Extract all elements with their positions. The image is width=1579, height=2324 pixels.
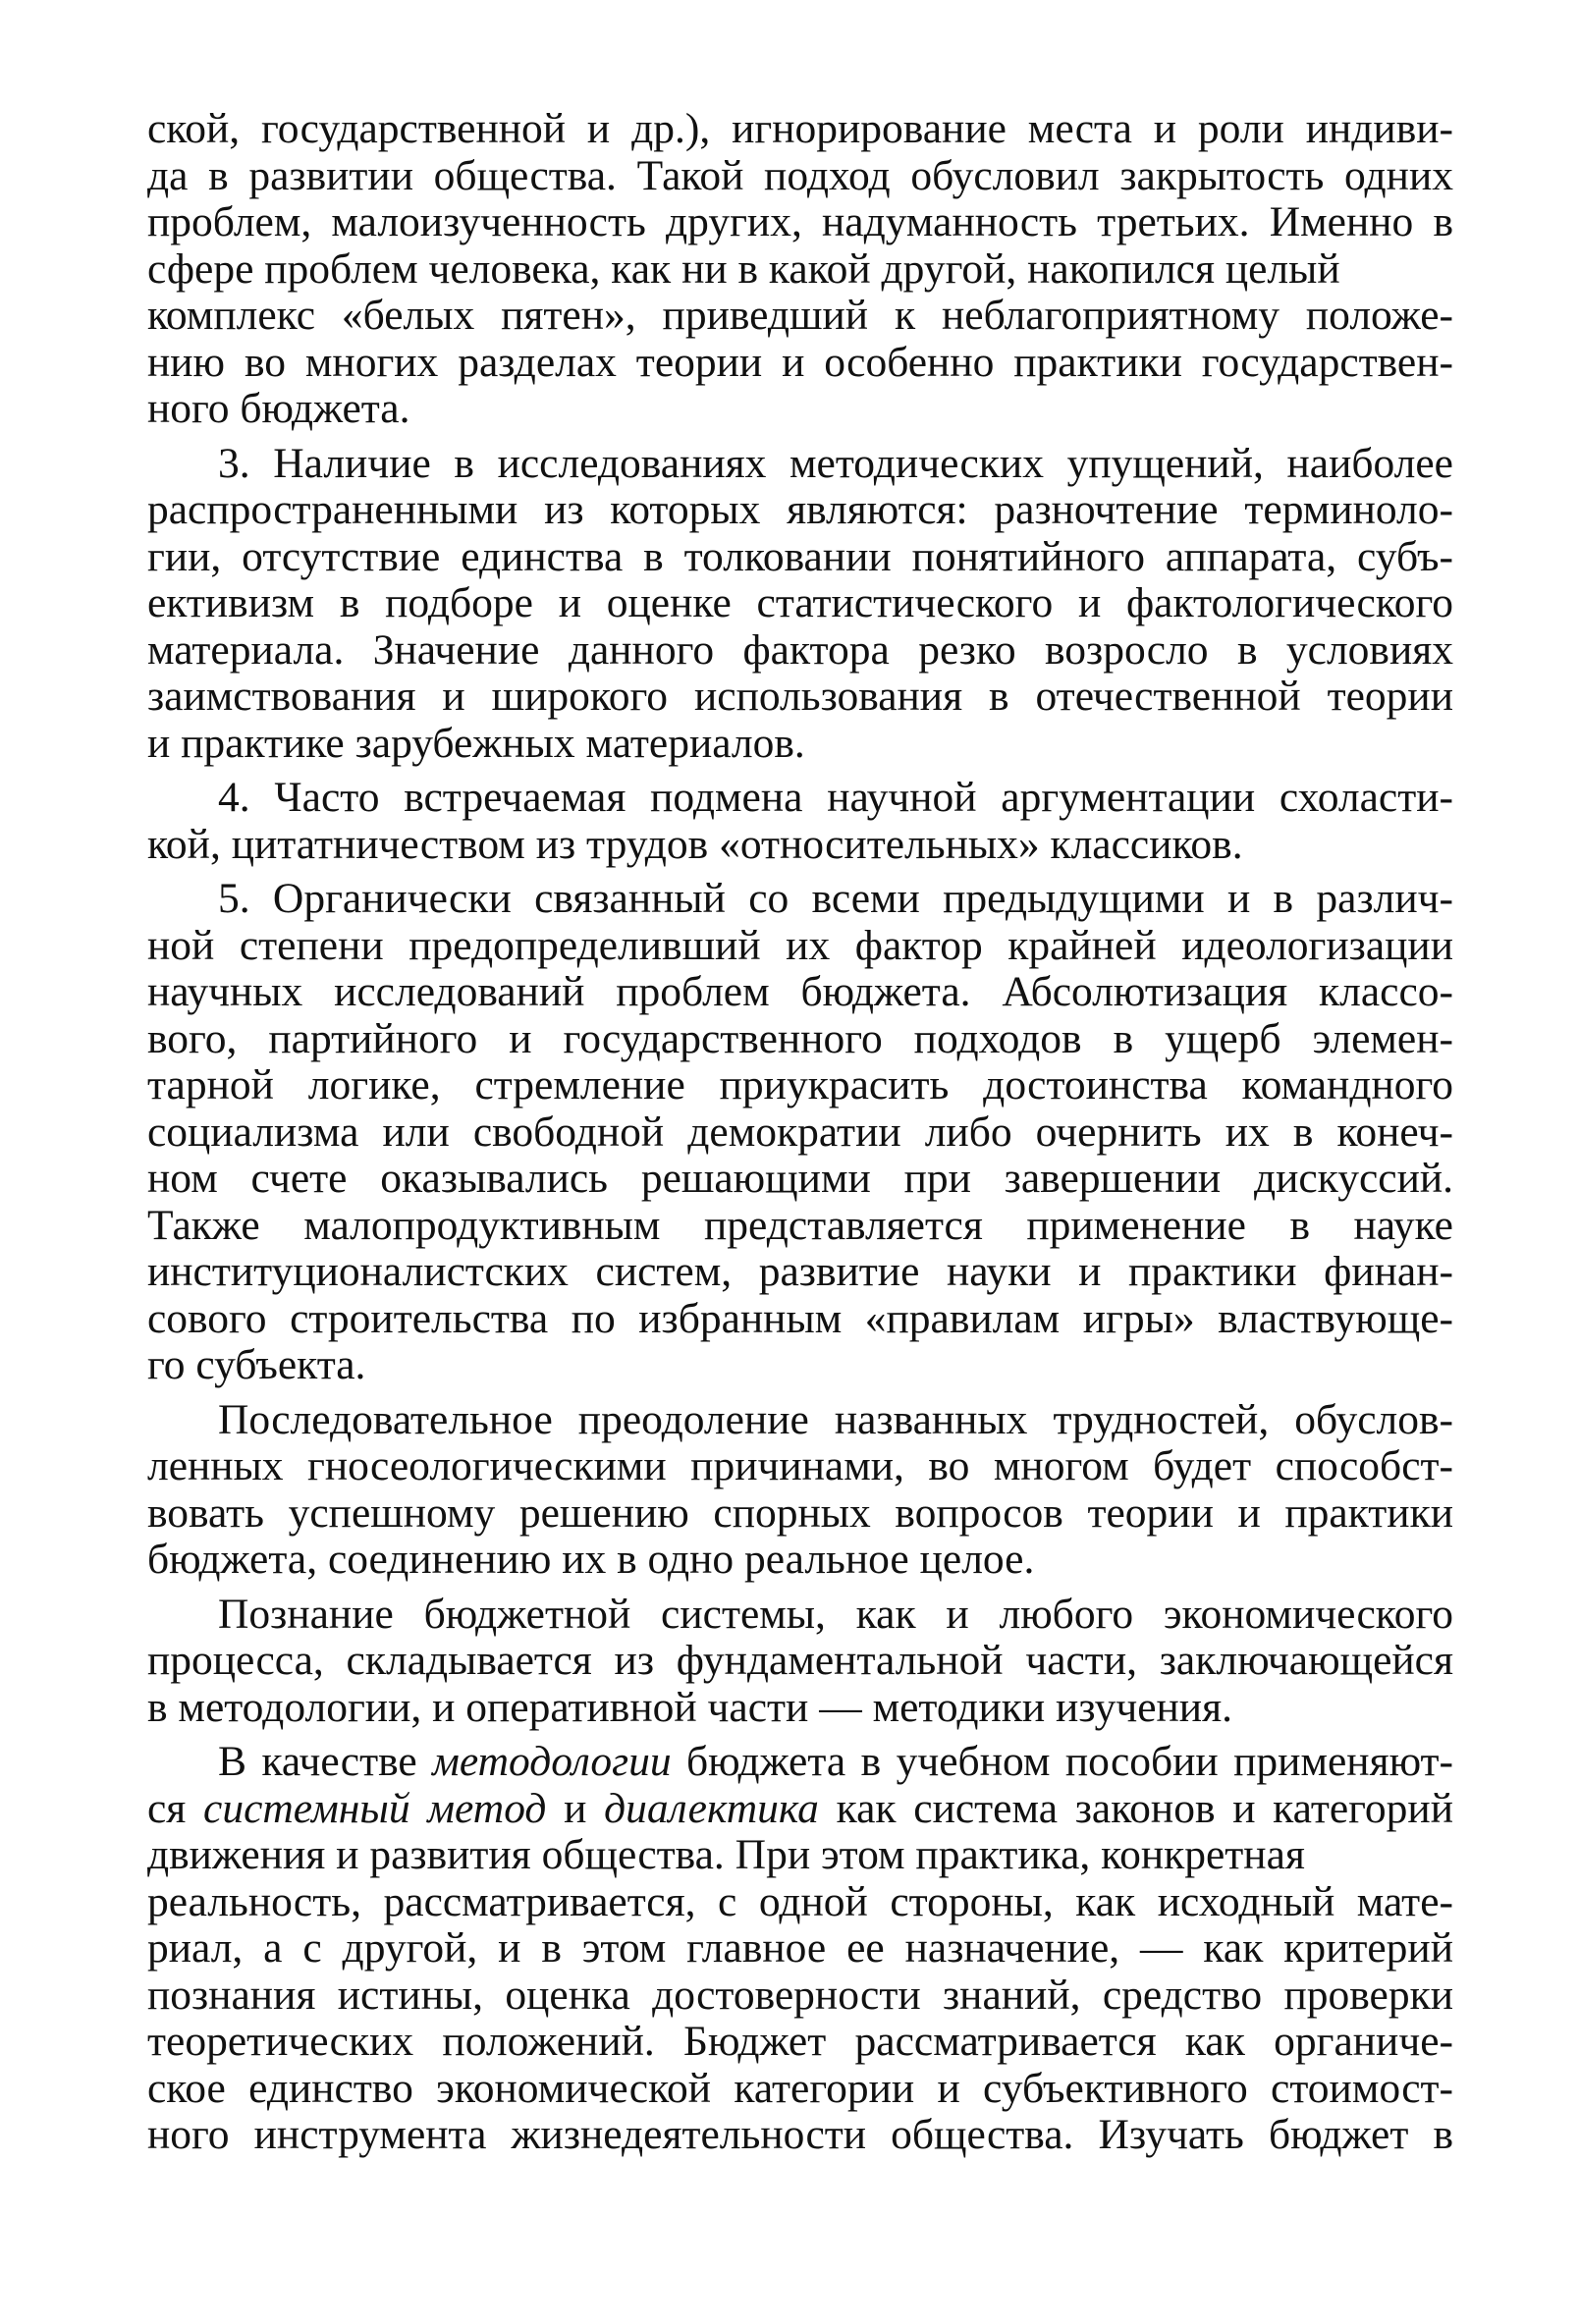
text-line: ной степени предопределивший их фактор крайней идеологизации [147, 921, 1453, 969]
text-line: 4. Часто встречаемая подмена научной аргументации схоласти- [218, 774, 1453, 821]
text-line: проблем, малоизученность других, надуманность третьих. Именно в [147, 198, 1453, 245]
italic-term-methodology: методологии [432, 1738, 672, 1785]
text-line: комплекс «белых пятен», приведший к неблагоприятному положе- [147, 292, 1453, 339]
text-line: вого, партийного и государственного подходов в ущерб элемен- [147, 1014, 1453, 1062]
text-segment: ся [147, 1784, 204, 1832]
text-line: бюджета, соединению их в одно реальное целое. [147, 1536, 1035, 1583]
text-line: нию во многих разделах теории и особенно практики государствен- [147, 338, 1453, 386]
text-line: познания истины, оценка достоверности знаний, средство проверки [147, 1971, 1453, 2019]
text-line: институционалистских систем, развитие науки и практики финан- [147, 1248, 1453, 1295]
text-line: ективизм в подборе и оценке статистического и фактологического [147, 579, 1453, 626]
text-line: социализма или свободной демократии либо очернить их в конеч- [147, 1108, 1453, 1156]
text-line: Также малопродуктивным представляется применение в науке [147, 1201, 1453, 1249]
text-line: процесса, складывается из фундаментальной части, заключающейся [147, 1637, 1453, 1684]
text-line: реальность, рассматривается, с одной стороны, как исходный мате- [147, 1877, 1453, 1925]
text-line: научных исследований проблем бюджета. Абсолютизация классо- [147, 968, 1453, 1015]
text-line: ном счете оказывались решающими при завершении дискуссий. [147, 1155, 1453, 1202]
text-segment: и [546, 1784, 605, 1832]
body-text-tail [147, 1832, 1453, 2159]
text-line: ское единство экономической категории и субъективного стоимост- [147, 2064, 1453, 2112]
text-line: в методологии, и оперативной части — методики изучения. [147, 1683, 1232, 1731]
body-text [147, 106, 1453, 1731]
text-line: ленных гносеологическими причинами, во многом будет способст- [147, 1442, 1453, 1489]
text-line: 3. Наличие в исследованиях методических упущений, наиболее [218, 439, 1453, 487]
text-line: материала. Значение данного фактора резко возросло в условиях [147, 625, 1453, 674]
text-line: го субъекта. [147, 1341, 366, 1388]
document-page [147, 106, 1453, 2159]
text-line: 5. Органически связанный со всеми предыдущими и в различ- [218, 875, 1453, 922]
text-line: распространенными из которых являются: разночтение терминоло- [147, 486, 1453, 533]
text-line: тарной логике, стремление приукрасить достоинства командного [147, 1061, 1453, 1108]
text-line: сфере проблем человека, как ни в какой другой, накопился целый [147, 244, 1340, 293]
text-line: Последовательное преодоление названных трудностей, обуслов- [218, 1395, 1453, 1443]
text-line: ного инструмента жизнедеятельности общества. Изучать бюджет в [147, 2111, 1453, 2158]
text-line: риал, а с другой, и в этом главное ее назначение, — как критерий [147, 1924, 1453, 1972]
italic-term-dialectics: диалектика [604, 1784, 819, 1832]
text-line: заимствования и широкого использования в отечественной теории [147, 673, 1453, 720]
text-line: и практике зарубежных материалов. [147, 719, 805, 767]
text-line: сового строительства по избранным «правилам игры» властвующе- [147, 1294, 1453, 1342]
text-line: движения и развития общества. При этом практика, конкретная [147, 1831, 1305, 1878]
text-line: кой, цитатничеством из трудов «относительных» классиков. [147, 820, 1243, 868]
text-segment: как система законов и категорий [818, 1784, 1453, 1832]
system-method-line [147, 1786, 1453, 1833]
text-line: вовать успешному решению спорных вопросов теории и практики [147, 1488, 1453, 1537]
methodology-line [147, 1739, 1453, 1786]
italic-term-system-method: системный метод [203, 1784, 547, 1832]
text-line: ской, государственной и др.), игнорирование места и роли индиви- [147, 105, 1453, 152]
text-line: да в развитии общества. Такой подход обусловил закрытость одних [147, 151, 1453, 199]
text-line: Познание бюджетной системы, как и любого экономического [218, 1590, 1453, 1638]
text-line: ного бюджета. [147, 385, 410, 432]
text-line: гии, отсутствие единства в толковании понятийного аппарата, субъ- [147, 532, 1453, 580]
text-segment: бюджета в учебном пособии применяют- [671, 1738, 1453, 1785]
text-segment: В качестве [218, 1738, 433, 1785]
text-line: теоретических положений. Бюджет рассматривается как органиче- [147, 2018, 1453, 2065]
